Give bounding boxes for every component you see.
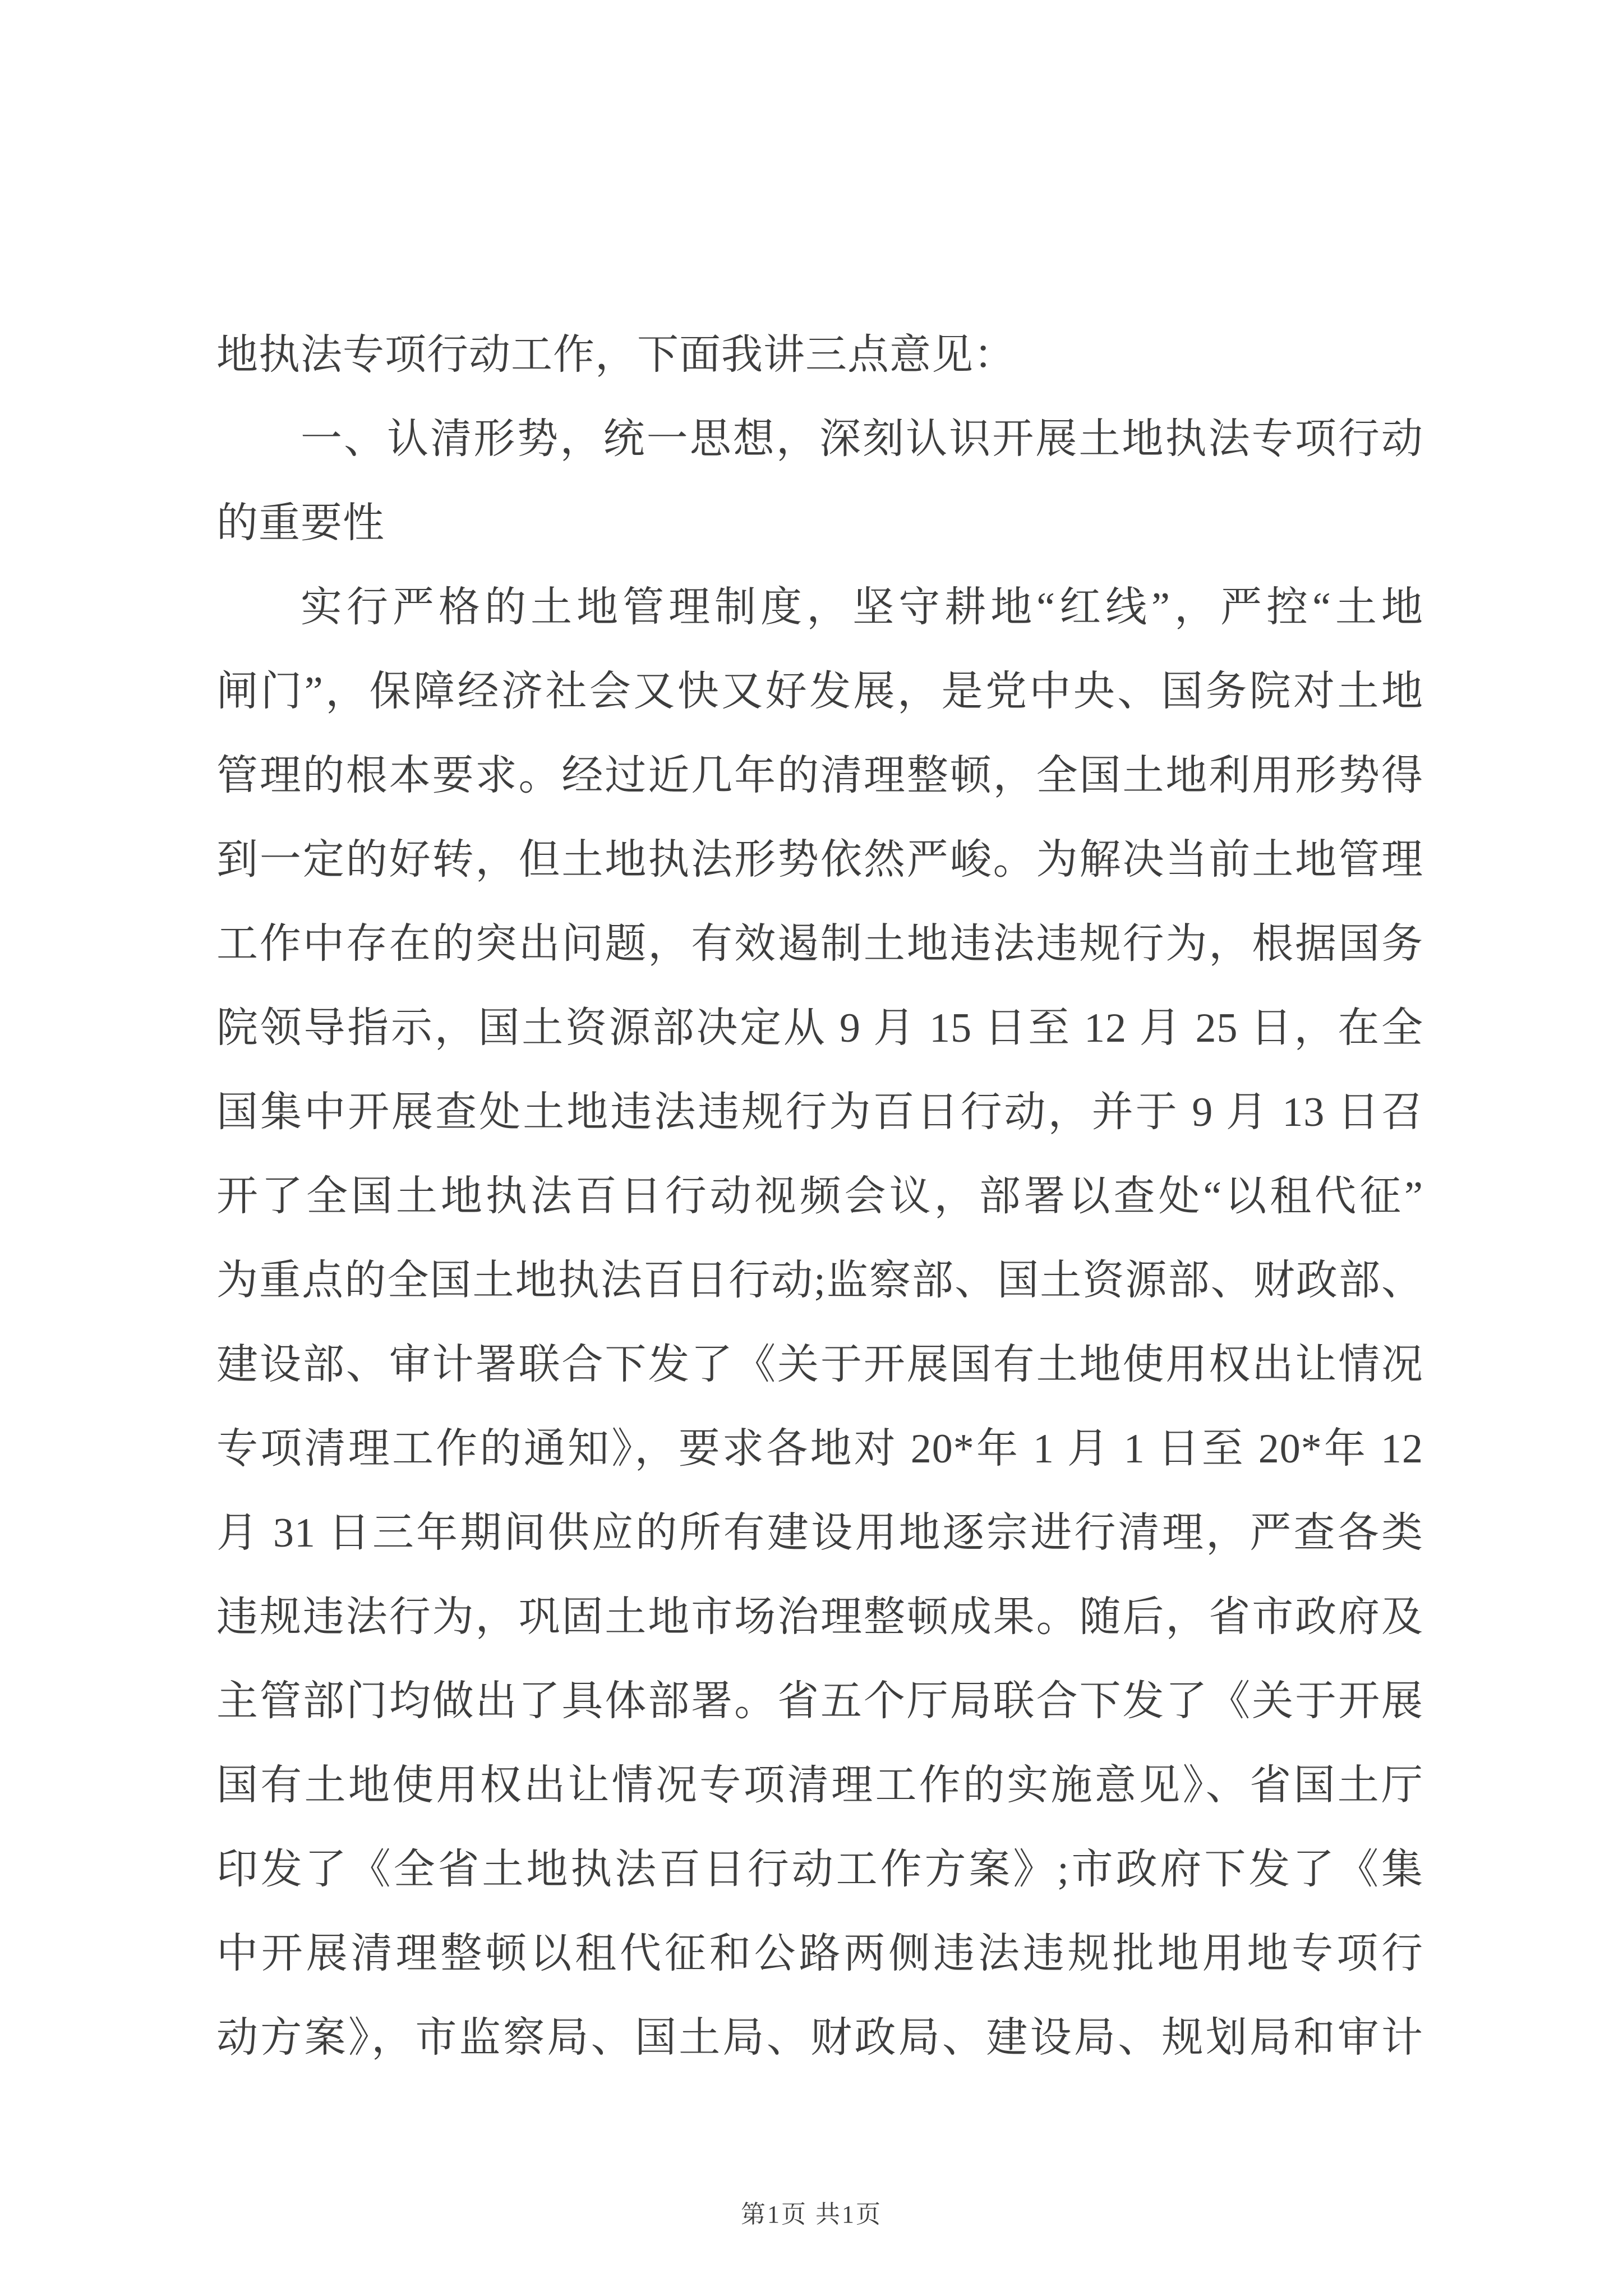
text-line: 为重点的全国土地执法百日行动;监察部、国土资源部、财政部、 [216, 1258, 1423, 1304]
text-line: 国集中开展查处土地违法违规行为百日行动，并于 9 月 13 日召 [216, 1089, 1423, 1135]
text-line: 建设部、审计署联合下发了《关于开展国有土地使用权出让情况 [216, 1342, 1423, 1388]
text-line: 管理的根本要求。经过近几年的清理整顿，全国土地利用形势得 [216, 753, 1423, 799]
text-line: 一、认清形势，统一思想，深刻认识开展土地执法专项行动 [301, 416, 1423, 462]
text-line: 动方案》，市监察局、国土局、财政局、建设局、规划局和审计 [216, 2015, 1423, 2061]
text-line: 实行严格的土地管理制度，坚守耕地“红线”，严控“土地 [301, 585, 1423, 631]
text-line: 开了全国土地执法百日行动视频会议，部署以查处“以租代征” [216, 1174, 1423, 1220]
text-line: 工作中存在的突出问题，有效遏制土地违法违规行为，根据国务 [216, 921, 1423, 967]
text-line: 印发了《全省土地执法百日行动工作方案》;市政府下发了《集 [216, 1847, 1423, 1893]
text-line: 月 31 日三年期间供应的所有建设用地逐宗进行清理，严查各类 [216, 1510, 1423, 1556]
text-line: 专项清理工作的通知》，要求各地对 20*年 1 月 1 日至 20*年 12 [216, 1426, 1423, 1472]
text-line: 闸门”，保障经济社会又快又好发展，是党中央、国务院对土地 [216, 669, 1423, 715]
text-line: 院领导指示，国土资源部决定从 9 月 15 日至 12 月 25 日，在全 [216, 1005, 1423, 1051]
text-line: 的重要性 [216, 500, 385, 546]
text-line: 违规违法行为，巩固土地市场治理整顿成果。随后，省市政府及 [216, 1594, 1423, 1640]
document-body [216, 313, 1423, 2080]
text-line: 国有土地使用权出让情况专项清理工作的实施意见》、省国土厅 [216, 1763, 1423, 1809]
page-number-footer: 第1页 共1页 [741, 2201, 882, 2228]
text-line: 主管部门均做出了具体部署。省五个厅局联合下发了《关于开展 [216, 1678, 1423, 1724]
text-line: 地执法专项行动工作，下面我讲三点意见： [216, 332, 1016, 378]
text-line: 到一定的好转，但土地执法形势依然严峻。为解决当前土地管理 [216, 837, 1423, 883]
text-line: 中开展清理整顿以租代征和公路两侧违法违规批地用地专项行 [216, 1931, 1423, 1977]
